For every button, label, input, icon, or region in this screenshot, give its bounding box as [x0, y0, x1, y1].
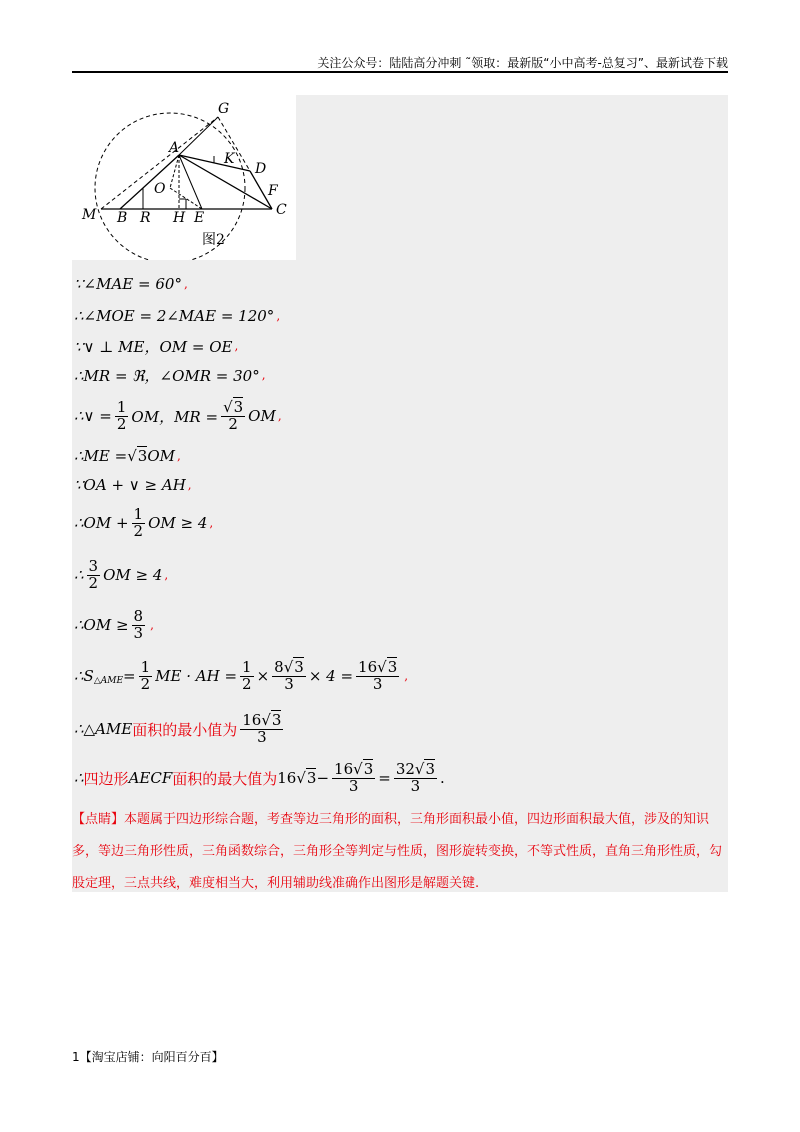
- svg-text:F: F: [268, 183, 278, 199]
- geometry-figure: [72, 95, 296, 260]
- svg-text:C: C: [276, 202, 287, 218]
- step-13: ∴ 四边形 AECF 面积的最大值为 16 √3 − $\frac{16√3}{3}$ = $\frac{32√3}{3}$ .: [74, 759, 445, 795]
- step-8: ∴OM + $\frac{1}{2}$ OM ≥ 4 ,: [74, 504, 214, 540]
- step-12: ∴△AME 面积的最小值为 $\frac{16√3}{3}$: [74, 710, 282, 746]
- svg-text:K: K: [224, 151, 235, 167]
- step-3: ∵∨ ⊥ ME，OM = OE ,: [74, 337, 239, 356]
- svg-text:E: E: [194, 210, 205, 226]
- svg-text:H: H: [173, 210, 186, 226]
- step-1: ∵∠MAE = 60° ,: [74, 275, 188, 293]
- step-9: ∴ $\frac{3}{2}$ OM ≥ 4 ,: [74, 556, 169, 592]
- step-7: ∵OA + ∨ ≥ AH ,: [74, 476, 192, 494]
- figure-caption: 图2: [202, 232, 225, 248]
- content-shade: [296, 95, 728, 260]
- key-point-note: 【点睛】本题属于四边形综合题，考查等边三角形的面积，三角形面积最小值，四边形面积最大值，涉及的知识多，等边三角形性质，三角函数综合，三角形全等判定与性质，图形旋转变换，不等式性质，直角三角形性质，勾股定理，三点共线，难度相当大，利用辅助线准确作出图形是解题关键.: [72, 812, 723, 891]
- step-5: ∴∨ = $\frac{1}{2}$ OM，MR = $\frac{√3}{2}$ OM ,: [74, 397, 282, 433]
- step-2: ∴∠MOE = 2∠MAE = 120° ,: [74, 307, 281, 325]
- svg-text:D: D: [255, 161, 267, 177]
- svg-text:G: G: [218, 101, 230, 117]
- svg-text:M: M: [82, 207, 97, 223]
- step-10: ∴OM ≥ $\frac{8}{3}$ ,: [74, 606, 154, 642]
- step-11: ∴S △AME = $\frac{1}{2}$ ME · AH = $\frac{1}{2}$ × $\frac{8√3}{3}$ × 4 = $\frac{16√3}{3}$ ,: [74, 657, 409, 693]
- step-6: ∴ME = √3 OM ,: [74, 447, 181, 465]
- page-header: 关注公众号：陆陆高分冲刺 ˜领取：最新版“小中高考-总复习”、最新试卷下载: [317, 56, 728, 70]
- step-4: ∴MR = ℜ，∠OMR = 30° ,: [74, 366, 266, 385]
- svg-text:R: R: [140, 210, 151, 226]
- svg-text:A: A: [169, 140, 180, 156]
- page-footer: 1【淘宝店铺：向阳百分百】: [72, 1050, 224, 1064]
- svg-text:B: B: [117, 210, 128, 226]
- header-rule: [72, 71, 728, 73]
- svg-text:O: O: [154, 181, 166, 197]
